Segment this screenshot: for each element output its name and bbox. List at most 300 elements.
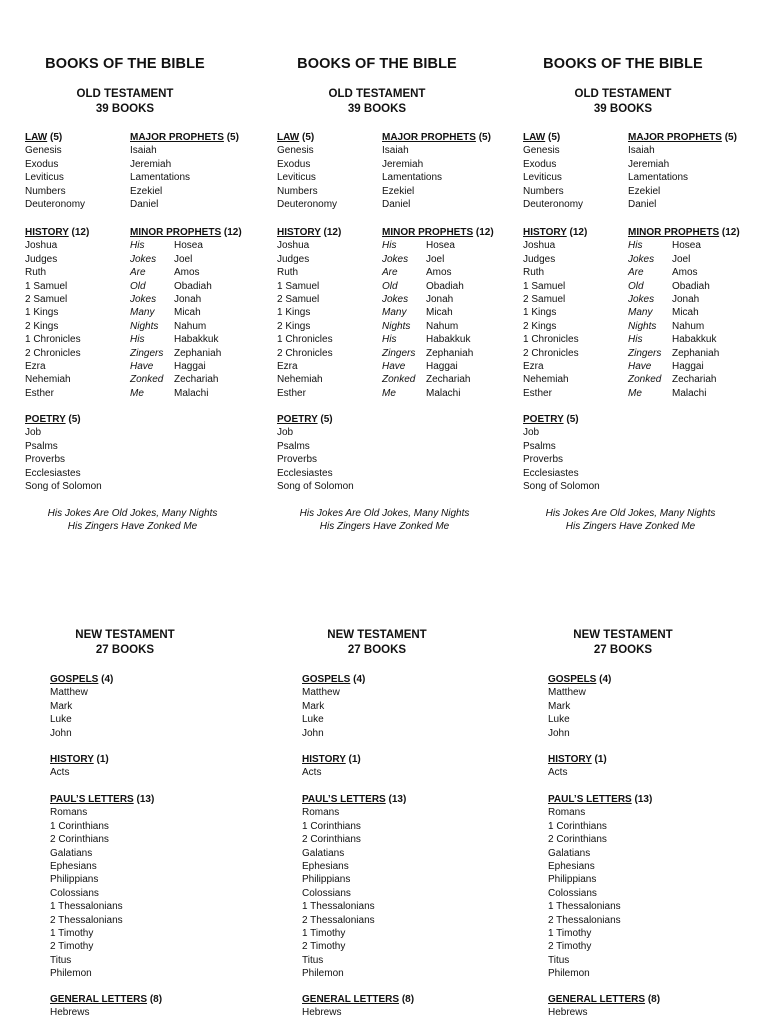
book-name: Lamentations <box>130 172 191 184</box>
old-testament-heading <box>498 87 748 117</box>
minor-prophet-row <box>628 320 740 333</box>
old-testament-heading <box>0 87 250 117</box>
book-name: Judges <box>523 253 556 265</box>
book-name: 1 Samuel <box>523 280 566 292</box>
mnemonic-word: Many <box>130 307 155 319</box>
book-name: Jonah <box>672 294 700 306</box>
book-name: Luke <box>50 714 72 726</box>
column-title: BOOKS OF THE BIBLE <box>45 56 205 72</box>
book-name: John <box>548 727 570 739</box>
book-name: Lamentations <box>628 172 689 184</box>
minor-prophet-row <box>628 239 740 252</box>
book-name: Titus <box>50 954 72 966</box>
book-name: Exodus <box>277 158 311 170</box>
ot-history-group <box>277 226 341 400</box>
minor-prophet-row <box>628 333 740 346</box>
book-name: Malachi <box>426 387 461 399</box>
book-name: Leviticus <box>523 172 562 184</box>
minor-prophet-row <box>382 306 494 319</box>
major-prophets-group <box>130 131 239 211</box>
group-header <box>25 226 89 239</box>
mnemonic-line-1: His Jokes Are Old Jokes, Many Nights <box>47 508 218 519</box>
book-name: Zechariah <box>174 374 219 386</box>
group-count: (4) <box>599 674 612 685</box>
book-name: 1 Chronicles <box>25 334 81 346</box>
group-count: (4) <box>353 674 366 685</box>
book-name: Romans <box>302 807 340 819</box>
group-header <box>130 226 242 239</box>
book-name: 2 Corinthians <box>302 834 361 846</box>
pauls-letters-group <box>548 793 652 981</box>
mnemonic-word: Nights <box>382 320 411 332</box>
mnemonic-word: Jokes <box>628 253 655 265</box>
new-testament-count: 27 BOOKS <box>95 644 155 656</box>
book-name: Obadiah <box>174 280 212 292</box>
book-name: Hosea <box>426 240 455 252</box>
mnemonic-line-1: His Jokes Are Old Jokes, Many Nights <box>545 508 716 519</box>
group-name: HISTORY <box>277 227 321 238</box>
mnemonic-word: His <box>628 334 643 346</box>
ot-history-group <box>523 226 587 400</box>
minor-prophet-row <box>628 360 740 373</box>
minor-prophets-group <box>382 226 494 400</box>
book-name: Ezra <box>523 361 544 373</box>
book-name: Philemon <box>50 968 92 980</box>
book-name: Job <box>25 427 42 439</box>
group-count: (12) <box>223 227 242 238</box>
group-count: (1) <box>594 754 607 765</box>
book-name: Micah <box>426 307 453 319</box>
book-name: Hebrews <box>548 1007 588 1019</box>
book-name: Titus <box>548 954 570 966</box>
book-name: Malachi <box>174 387 209 399</box>
new-testament-heading <box>498 628 748 658</box>
group-count: (5) <box>50 132 63 143</box>
mnemonic-word: Me <box>628 387 642 399</box>
book-name: Isaiah <box>382 145 409 157</box>
book-name: Zechariah <box>426 374 471 386</box>
mnemonic-word: Zonked <box>628 374 662 386</box>
book-name: Ecclesiastes <box>277 467 333 479</box>
book-name: 1 Corinthians <box>302 820 361 832</box>
book-name: Galatians <box>548 847 591 859</box>
mnemonic-line-2: His Zingers Have Zonked Me <box>565 521 696 533</box>
mnemonic-line-2: His Zingers Have Zonked Me <box>67 521 198 533</box>
group-header <box>302 793 406 806</box>
book-name: Acts <box>302 767 322 779</box>
group-header <box>382 131 491 144</box>
book-name: Ezra <box>277 361 298 373</box>
minor-prophet-row <box>130 253 242 266</box>
column-title: BOOKS OF THE BIBLE <box>543 56 703 72</box>
book-name: Galatians <box>302 847 345 859</box>
group-header <box>25 131 85 144</box>
book-name: 1 Corinthians <box>548 820 607 832</box>
book-name: Ecclesiastes <box>25 467 81 479</box>
gospels-group <box>548 673 611 740</box>
minor-prophet-row <box>628 306 740 319</box>
group-count: (8) <box>401 994 415 1005</box>
minor-prophet-row <box>628 347 740 360</box>
book-name: 1 Kings <box>25 307 59 319</box>
book-name: Ephesians <box>50 861 97 873</box>
book-name: Ezra <box>25 361 46 373</box>
group-count: (1) <box>96 754 109 765</box>
old-testament-label: OLD TESTAMENT <box>328 88 426 100</box>
book-name: Nahum <box>672 320 705 332</box>
minor-prophet-row <box>130 360 242 373</box>
minor-prophet-row <box>382 360 494 373</box>
book-name: Zephaniah <box>672 347 720 359</box>
group-header <box>548 793 652 806</box>
book-name: 2 Corinthians <box>548 834 607 846</box>
group-name: LAW <box>523 132 546 143</box>
book-name: Colossians <box>50 887 99 899</box>
nt-history-group <box>302 753 361 780</box>
book-name: Luke <box>548 714 570 726</box>
group-header <box>523 413 600 426</box>
group-header <box>548 993 660 1006</box>
group-count: (13) <box>634 794 653 805</box>
book-name: Jeremiah <box>382 158 424 170</box>
group-count: (4) <box>101 674 114 685</box>
book-name: Numbers <box>523 185 564 197</box>
book-name: Mark <box>548 700 571 712</box>
group-name: HISTORY <box>302 754 346 765</box>
group-header <box>302 753 361 766</box>
book-name: Ruth <box>277 267 299 279</box>
book-name: Ezekiel <box>628 185 661 197</box>
group-name: HISTORY <box>548 754 592 765</box>
book-name: Job <box>523 427 540 439</box>
minor-prophet-row <box>130 239 242 252</box>
book-name: 2 Kings <box>277 320 311 332</box>
minor-prophet-row <box>382 253 494 266</box>
general-letters-group <box>50 993 162 1020</box>
mnemonic-word: Are <box>382 267 398 279</box>
book-name: Nehemiah <box>523 374 569 386</box>
group-name: HISTORY <box>523 227 567 238</box>
book-name: Judges <box>277 253 310 265</box>
book-name: Lamentations <box>382 172 443 184</box>
gospels-group <box>302 673 365 740</box>
book-name: Song of Solomon <box>25 481 102 493</box>
book-name: 1 Kings <box>523 307 557 319</box>
new-testament-count: 27 BOOKS <box>593 644 653 656</box>
group-count: (5) <box>566 414 579 425</box>
book-name: Joel <box>174 253 193 265</box>
book-name: John <box>302 727 324 739</box>
book-name: Zechariah <box>672 374 717 386</box>
book-name: Zephaniah <box>426 347 474 359</box>
group-name: GOSPELS <box>50 674 99 685</box>
mnemonic-word: His <box>628 240 643 252</box>
group-count: (12) <box>71 227 90 238</box>
book-name: Daniel <box>382 199 411 211</box>
group-header <box>277 131 337 144</box>
book-name: Romans <box>548 807 586 819</box>
book-name: 2 Corinthians <box>50 834 109 846</box>
book-name: Obadiah <box>426 280 464 292</box>
book-name: Genesis <box>523 145 560 157</box>
mnemonic-word: Are <box>130 267 146 279</box>
minor-prophet-row <box>130 387 242 400</box>
minor-prophet-row <box>382 373 494 386</box>
mnemonic-word: Are <box>628 267 644 279</box>
book-name: Micah <box>174 307 201 319</box>
minor-prophet-row <box>382 266 494 279</box>
book-name: 2 Thessalonians <box>50 914 123 926</box>
book-name: John <box>50 727 72 739</box>
new-testament-label: NEW TESTAMENT <box>327 629 427 641</box>
mnemonic-word: His <box>130 240 145 252</box>
mnemonic-word: Jokes <box>382 253 409 265</box>
group-name: HISTORY <box>25 227 69 238</box>
group-count: (5) <box>320 414 333 425</box>
minor-prophet-row <box>382 333 494 346</box>
book-name: Exodus <box>523 158 557 170</box>
law-group <box>523 131 583 211</box>
book-name: Matthew <box>302 687 340 699</box>
group-name: GOSPELS <box>302 674 351 685</box>
group-count: (12) <box>475 227 494 238</box>
pauls-letters-group <box>50 793 154 981</box>
mnemonic-word: Zingers <box>628 347 662 359</box>
mnemonic-word: Have <box>382 361 406 373</box>
book-name: Song of Solomon <box>277 481 354 493</box>
book-name: 1 Timothy <box>548 928 592 940</box>
book-name: Joel <box>426 253 445 265</box>
book-name: 2 Kings <box>25 320 59 332</box>
old-testament-count: 39 BOOKS <box>593 103 653 115</box>
book-name: Proverbs <box>523 454 564 466</box>
book-name: Deuteronomy <box>25 199 86 211</box>
group-name: LAW <box>25 132 48 143</box>
book-name: 1 Thessalonians <box>50 901 123 913</box>
book-name: Joshua <box>25 240 58 252</box>
group-name: LAW <box>277 132 300 143</box>
group-count: (1) <box>348 754 361 765</box>
group-name: POETRY <box>277 414 318 425</box>
group-name: GENERAL LETTERS <box>50 994 148 1005</box>
bible-books-column <box>498 0 748 1024</box>
mnemonic-word: Many <box>382 307 407 319</box>
minor-prophet-row <box>130 373 242 386</box>
book-name: 1 Samuel <box>277 280 320 292</box>
book-name: Haggai <box>174 361 206 373</box>
group-name: PAUL’S LETTERS <box>302 794 386 805</box>
book-name: Judges <box>25 253 58 265</box>
book-name: Titus <box>302 954 324 966</box>
group-header <box>50 793 154 806</box>
poetry-group <box>277 413 354 493</box>
gospels-group <box>50 673 113 740</box>
minor-prophet-row <box>382 387 494 400</box>
book-name: Zephaniah <box>174 347 222 359</box>
book-name: Galatians <box>50 847 93 859</box>
poetry-group <box>25 413 102 493</box>
mnemonic-word: His <box>382 334 397 346</box>
group-count: (13) <box>136 794 155 805</box>
group-header <box>523 131 583 144</box>
mnemonic-word: Jokes <box>382 294 409 306</box>
book-name: 2 Chronicles <box>25 347 81 359</box>
mnemonic-word: His <box>130 334 145 346</box>
book-name: Nehemiah <box>277 374 323 386</box>
minor-prophet-row <box>628 373 740 386</box>
book-name: Ezekiel <box>382 185 415 197</box>
pauls-letters-group <box>302 793 406 981</box>
book-name: Amos <box>174 267 200 279</box>
book-name: 2 Samuel <box>25 294 68 306</box>
minor-prophet-row <box>130 347 242 360</box>
mnemonic-note <box>498 507 763 534</box>
group-header <box>548 673 611 686</box>
mnemonic-word: Jokes <box>130 253 157 265</box>
group-name: MINOR PROPHETS <box>628 227 720 238</box>
new-testament-label: NEW TESTAMENT <box>573 629 673 641</box>
book-name: Habakkuk <box>426 334 471 346</box>
mnemonic-line-2: His Zingers Have Zonked Me <box>319 521 450 533</box>
book-name: Amos <box>426 267 452 279</box>
minor-prophet-row <box>382 280 494 293</box>
book-name: 1 Timothy <box>302 928 346 940</box>
group-header <box>548 753 607 766</box>
mnemonic-word: Many <box>628 307 653 319</box>
minor-prophet-row <box>382 320 494 333</box>
book-name: Leviticus <box>277 172 316 184</box>
mnemonic-word: Me <box>382 387 396 399</box>
minor-prophets-group <box>130 226 242 400</box>
group-header <box>628 131 737 144</box>
book-name: Ecclesiastes <box>523 467 579 479</box>
new-testament-heading <box>252 628 502 658</box>
mnemonic-word: Old <box>130 280 146 292</box>
book-name: 1 Chronicles <box>277 334 333 346</box>
group-count: (5) <box>68 414 81 425</box>
book-name: Ephesians <box>548 861 595 873</box>
poetry-group <box>523 413 600 493</box>
group-count: (13) <box>388 794 407 805</box>
book-name: Nahum <box>174 320 207 332</box>
book-name: Psalms <box>25 440 58 452</box>
book-name: Psalms <box>277 440 310 452</box>
minor-prophet-row <box>628 293 740 306</box>
group-header <box>25 413 102 426</box>
mnemonic-word: Zonked <box>382 374 416 386</box>
new-testament-heading <box>0 628 250 658</box>
group-count: (5) <box>548 132 561 143</box>
book-name: Nehemiah <box>25 374 71 386</box>
book-name: Deuteronomy <box>523 199 584 211</box>
book-name: Hosea <box>672 240 701 252</box>
mnemonic-word: Have <box>628 361 652 373</box>
group-count: (5) <box>478 132 491 143</box>
group-header <box>382 226 494 239</box>
old-testament-label: OLD TESTAMENT <box>76 88 174 100</box>
book-name: Hebrews <box>50 1007 90 1019</box>
book-name: Nahum <box>426 320 459 332</box>
book-name: Jeremiah <box>130 158 172 170</box>
book-name: Exodus <box>25 158 59 170</box>
minor-prophet-row <box>382 239 494 252</box>
law-group <box>25 131 85 211</box>
book-name: Philippians <box>548 874 597 886</box>
book-name: 2 Chronicles <box>277 347 333 359</box>
book-name: Joel <box>672 253 691 265</box>
group-name: PAUL’S LETTERS <box>50 794 134 805</box>
mnemonic-word: Nights <box>628 320 657 332</box>
minor-prophet-row <box>130 306 242 319</box>
book-name: Jonah <box>174 294 202 306</box>
group-count: (5) <box>226 132 239 143</box>
nt-history-group <box>50 753 109 780</box>
group-name: PAUL’S LETTERS <box>548 794 632 805</box>
book-name: Ruth <box>523 267 545 279</box>
old-testament-heading <box>252 87 502 117</box>
book-name: 2 Kings <box>523 320 557 332</box>
book-name: 2 Thessalonians <box>548 914 621 926</box>
old-testament-count: 39 BOOKS <box>347 103 407 115</box>
book-name: Proverbs <box>25 454 66 466</box>
book-name: 1 Chronicles <box>523 334 579 346</box>
book-name: Isaiah <box>130 145 157 157</box>
book-name: Genesis <box>277 145 314 157</box>
book-name: 2 Samuel <box>277 294 320 306</box>
book-name: Proverbs <box>277 454 318 466</box>
book-name: 1 Thessalonians <box>302 901 375 913</box>
book-name: 2 Timothy <box>50 941 94 953</box>
minor-prophet-row <box>628 266 740 279</box>
book-name: 2 Chronicles <box>523 347 579 359</box>
new-testament-count: 27 BOOKS <box>347 644 407 656</box>
group-count: (12) <box>569 227 588 238</box>
mnemonic-word: Have <box>130 361 154 373</box>
group-name: POETRY <box>523 414 564 425</box>
book-name: Amos <box>672 267 698 279</box>
book-name: Haggai <box>426 361 458 373</box>
book-name: Ezekiel <box>130 185 163 197</box>
book-name: 2 Thessalonians <box>302 914 375 926</box>
book-name: Philippians <box>50 874 99 886</box>
group-header <box>50 993 162 1006</box>
group-count: (8) <box>647 994 661 1005</box>
book-name: Habakkuk <box>672 334 717 346</box>
book-name: Habakkuk <box>174 334 219 346</box>
book-name: Romans <box>50 807 88 819</box>
column-title: BOOKS OF THE BIBLE <box>297 56 457 72</box>
book-name: 2 Timothy <box>548 941 592 953</box>
major-prophets-group <box>382 131 491 211</box>
group-header <box>628 226 740 239</box>
group-name: MINOR PROPHETS <box>382 227 474 238</box>
book-name: 2 Samuel <box>523 294 566 306</box>
minor-prophet-row <box>382 293 494 306</box>
book-name: Daniel <box>628 199 657 211</box>
book-name: Esther <box>277 387 306 399</box>
group-name: GOSPELS <box>548 674 597 685</box>
mnemonic-word: Nights <box>130 320 159 332</box>
book-name: Philippians <box>302 874 351 886</box>
book-name: Ruth <box>25 267 47 279</box>
book-name: Malachi <box>672 387 707 399</box>
book-name: Job <box>277 427 294 439</box>
minor-prophet-row <box>130 293 242 306</box>
book-name: 1 Kings <box>277 307 311 319</box>
book-name: Obadiah <box>672 280 710 292</box>
mnemonic-note <box>0 507 265 534</box>
mnemonic-word: Me <box>130 387 144 399</box>
